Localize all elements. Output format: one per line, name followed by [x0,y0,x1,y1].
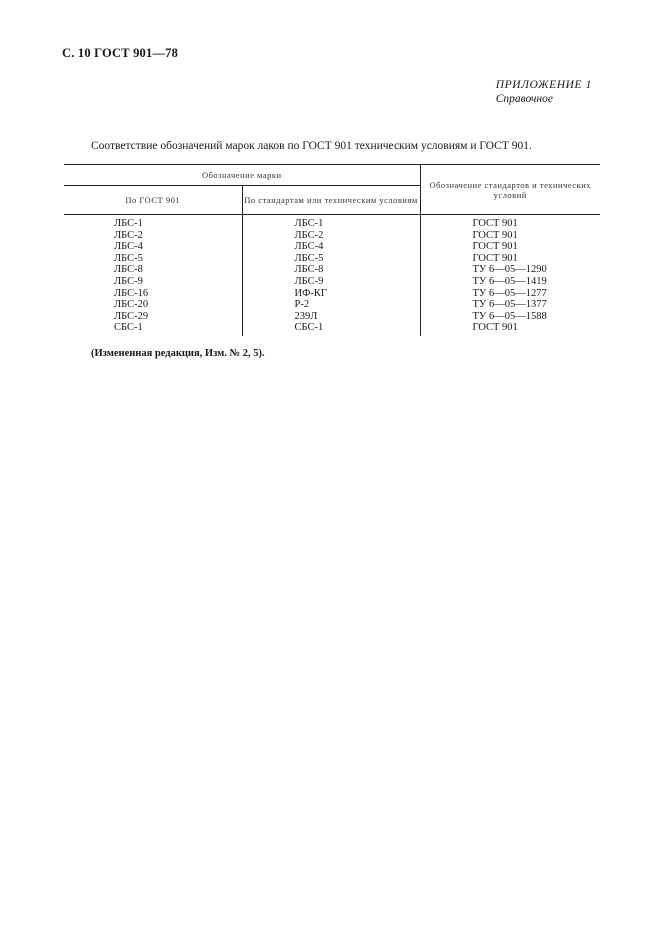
table-row [64,322,600,336]
cell-doc: ГОСТ 901 [420,253,600,265]
appendix-title: ПРИЛОЖЕНИЕ 1 [495,79,592,91]
cell-doc: ГОСТ 901 [420,322,600,336]
table-row [64,299,600,311]
table-row [64,241,600,253]
designation-table-wrapper [64,164,600,336]
table-row [64,230,600,242]
cell-standard: ЛБС-5 [242,253,420,265]
cell-doc: ТУ 6—05—1588 [420,311,600,323]
col2-header: По стандартам или техническим условиям [242,186,420,215]
table-row [64,276,600,288]
cell-gost: ЛБС-20 [114,299,149,311]
table-row [64,253,600,265]
table-row [64,288,600,300]
group-header: Обозначение марки [64,165,420,186]
designation-table [64,164,600,336]
cell-gost: ЛБС-1 [114,218,143,229]
table-row [64,311,600,323]
cell-doc: ТУ 6—05—1377 [420,299,600,311]
table-header [64,165,600,215]
cell-gost: ЛБС-9 [114,275,143,287]
col1-header: По ГОСТ 901 [64,186,242,215]
cell-standard: ЛБС-9 [242,276,420,288]
col3-header: Обозначение стандартов и технических условий [420,165,600,215]
cell-doc: ТУ 6—05—1419 [420,276,600,288]
table-body [64,215,600,336]
cell-standard: ЛБС-4 [242,241,420,253]
cell-standard: ЛБС-2 [242,230,420,242]
cell-doc: ГОСТ 901 [420,241,600,253]
cell-gost: СБС-1 [114,322,143,334]
revision-note: (Измененная редакция, Изм. № 2, 5). [91,348,265,359]
cell-standard: ИФ-КГ [242,288,420,300]
cell-gost: ЛБС-2 [114,229,143,241]
cell-gost: ЛБС-8 [114,264,143,276]
intro-text: Соответствие обозначений марок лаков по ГОСТ 901 техническим условиям и ГОСТ 901. [91,140,532,152]
appendix-block [496,78,592,106]
cell-standard: Р-2 [242,299,420,311]
cell-standard: СБС-1 [242,322,420,336]
cell-standard: ЛБС-1 [242,215,420,230]
table-row [64,215,600,230]
page-header: С. 10 ГОСТ 901—78 [62,46,179,60]
cell-doc: ТУ 6—05—1277 [420,288,600,300]
cell-doc: ГОСТ 901 [420,230,600,242]
table-row [64,264,600,276]
cell-gost: ЛБС-5 [114,252,143,264]
cell-standard: ЛБС-8 [242,264,420,276]
cell-gost: ЛБС-4 [114,241,143,253]
appendix-subtitle: Справочное [495,93,553,105]
cell-gost: ЛБС-16 [114,287,149,299]
cell-standard: 239Л [242,311,420,323]
cell-doc: ТУ 6—05—1290 [420,264,600,276]
cell-gost: ЛБС-29 [114,310,149,322]
cell-doc: ГОСТ 901 [420,215,600,230]
